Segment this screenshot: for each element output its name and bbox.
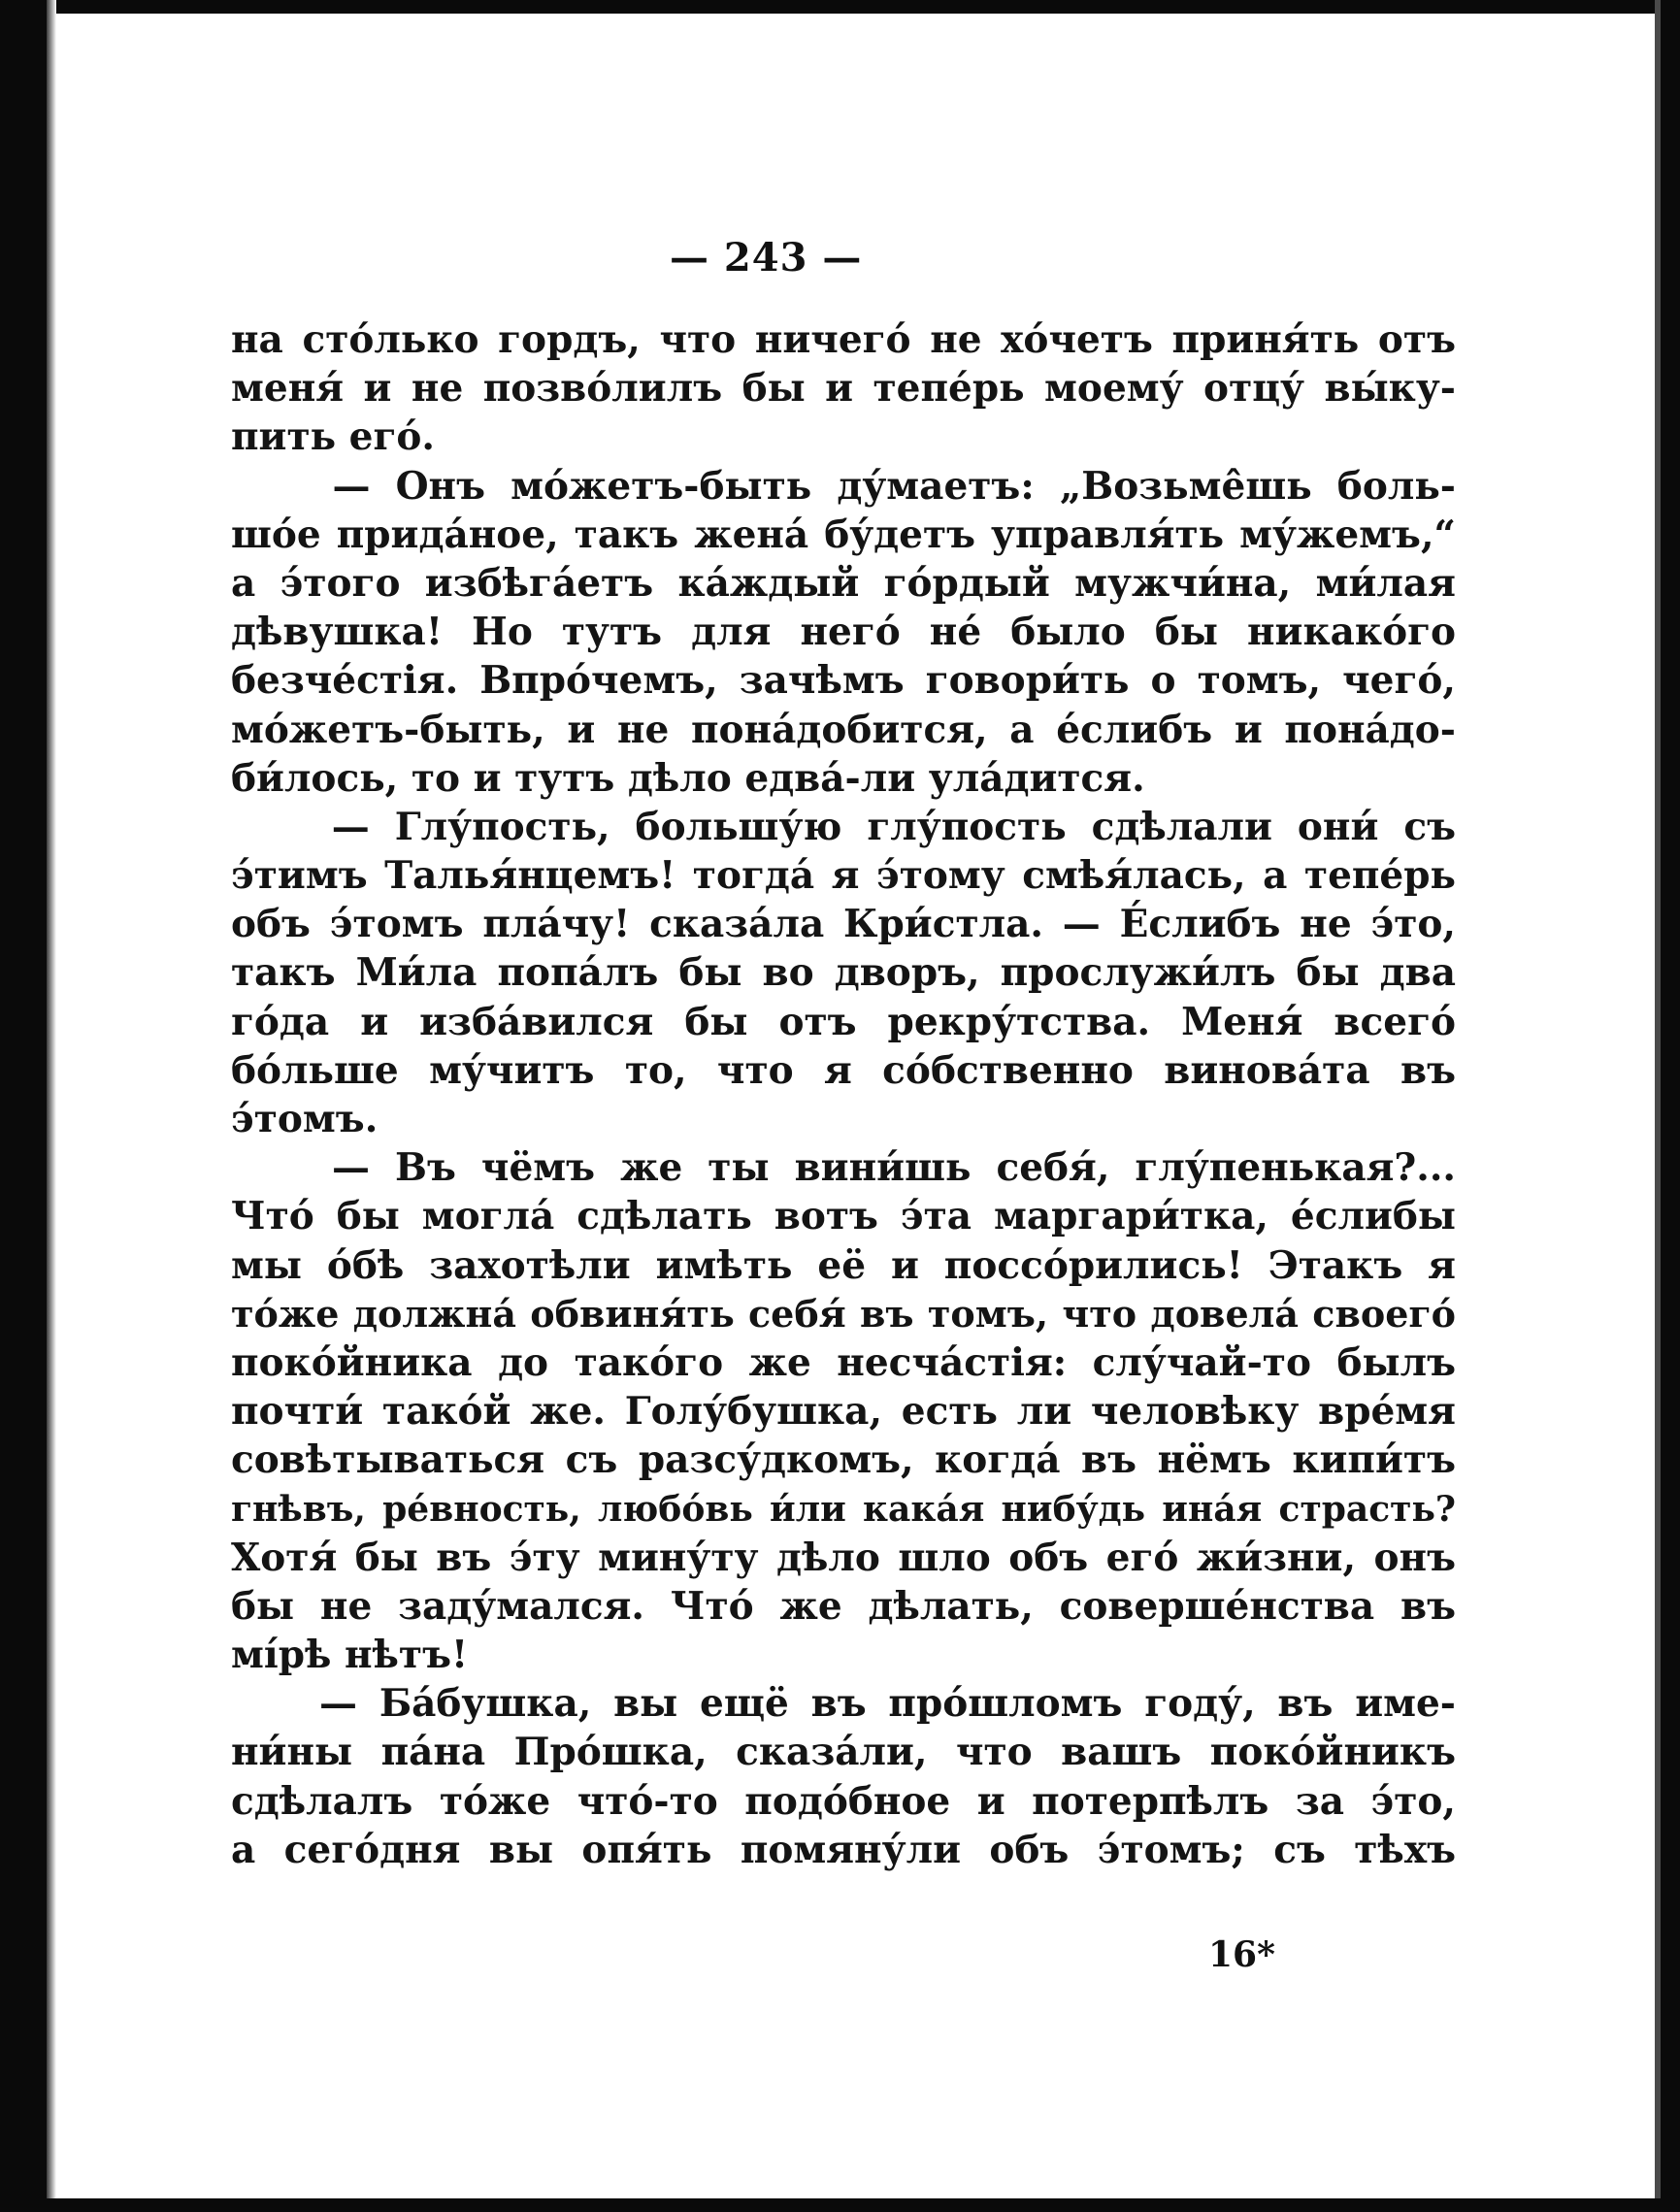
- text-line: безче́стія. Впро́чемъ, зачѣмъ говори́ть о томъ, чего́,: [231, 658, 1456, 704]
- text-line: э́томъ.: [231, 1097, 379, 1141]
- text-line: меня́ и не позво́лилъ бы и тепе́рь моему́ отцу́ вы́ку-: [231, 366, 1456, 412]
- text-line: — Глу́пость, большу́ю глу́пость сдѣлали они́ съ: [231, 804, 1456, 849]
- text-line: мі́рѣ нѣтъ!: [231, 1633, 469, 1678]
- scan-border-right-shadow: [1655, 0, 1661, 2212]
- scan-border-top: [0, 0, 1680, 14]
- text-line: на сто́лько гордъ, что ничего́ не хо́четъ приня́ть отъ: [231, 317, 1456, 362]
- text-line: дѣвушка! Но тутъ для него́ не́ было бы никако́го: [231, 610, 1456, 655]
- scan-border-left-shadow: [47, 0, 56, 2212]
- scan-border-right: [1661, 0, 1680, 2212]
- text-line: гнѣвъ, ре́вность, любо́вь и́ли кака́я нибу́дь ина́я страсть?: [231, 1488, 1456, 1530]
- scan-border-left: [0, 0, 47, 2212]
- text-line: шо́е прида́ное, такъ жена́ бу́детъ управля́ть му́жемъ,“: [231, 512, 1456, 557]
- text-line: Хотя́ бы въ э́ту мину́ту дѣло шло объ его́ жи́зни, онъ: [231, 1535, 1456, 1580]
- text-line: поко́йника до тако́го же несча́стія: слу́чай-то былъ: [231, 1339, 1456, 1385]
- text-line: такъ Ми́ла попа́лъ бы во дворъ, прослужи́лъ бы два: [231, 950, 1456, 996]
- text-line: то́же должна́ обвиня́ть себя́ въ томъ, что довела́ своего́: [231, 1291, 1456, 1336]
- body-text: [231, 315, 1456, 1874]
- text-line: Что́ бы могла́ сдѣлать вотъ э́та маргари́тка, е́слибы: [231, 1194, 1456, 1239]
- text-line: мо́жетъ-быть, и не пона́добится, а е́слибъ и пона́до-: [231, 707, 1456, 752]
- text-line: — Онъ мо́жетъ-быть ду́маетъ: „Возьме̂шь боль-: [231, 463, 1456, 509]
- text-line: би́лось, то и тутъ дѣло едва́-ли ула́дится.: [231, 755, 1145, 801]
- text-line: почти́ тако́й же. Голу́бушка, есть ли человѣку вре́мя: [231, 1389, 1456, 1435]
- text-line: го́да и изба́вился бы отъ рекру́тства. Меня́ всего́: [231, 999, 1456, 1044]
- text-line: бы не заду́мался. Что́ же дѣлать, соверше́нства въ: [231, 1583, 1456, 1629]
- text-line: совѣтываться съ разсу́дкомъ, когда́ въ нёмъ кипи́тъ: [231, 1437, 1456, 1483]
- text-line: а э́того избѣга́етъ ка́ждый го́рдый мужчи́на, ми́лая: [231, 560, 1456, 606]
- text-line: бо́льше му́читъ то, что я со́бственно винова́та въ: [231, 1047, 1456, 1093]
- text-line: пить его́.: [231, 414, 435, 460]
- text-line: — Ба́бушка, вы ещё въ про́шломъ году́, въ име-: [231, 1681, 1456, 1727]
- page-number: — 243 —: [670, 235, 863, 281]
- scan-border-bottom: [0, 2198, 1680, 2212]
- text-line: а сего́дня вы опя́ть помяну́ли объ э́томъ; съ тѣхъ: [231, 1827, 1456, 1872]
- text-line: ни́ны па́на Про́шка, сказа́ли, что вашъ поко́йникъ: [231, 1730, 1456, 1775]
- text-line: мы о́бѣ захотѣли имѣть её и поссо́рились! Этакъ я: [231, 1242, 1456, 1288]
- signature-mark: 16*: [1208, 1934, 1275, 1975]
- text-line: э́тимъ Талья́нцемъ! тогда́ я э́тому смѣя́лась, а тепе́рь: [231, 853, 1456, 899]
- text-line: сдѣлалъ то́же что́-то подо́бное и потерпѣлъ за э́то,: [231, 1778, 1456, 1824]
- text-line: — Въ чёмъ же ты вини́шь себя́, глу́пенькая?...: [231, 1145, 1456, 1191]
- text-line: объ э́томъ пла́чу! сказа́ла Кри́стла. — Е́слибъ не э́то,: [231, 902, 1456, 947]
